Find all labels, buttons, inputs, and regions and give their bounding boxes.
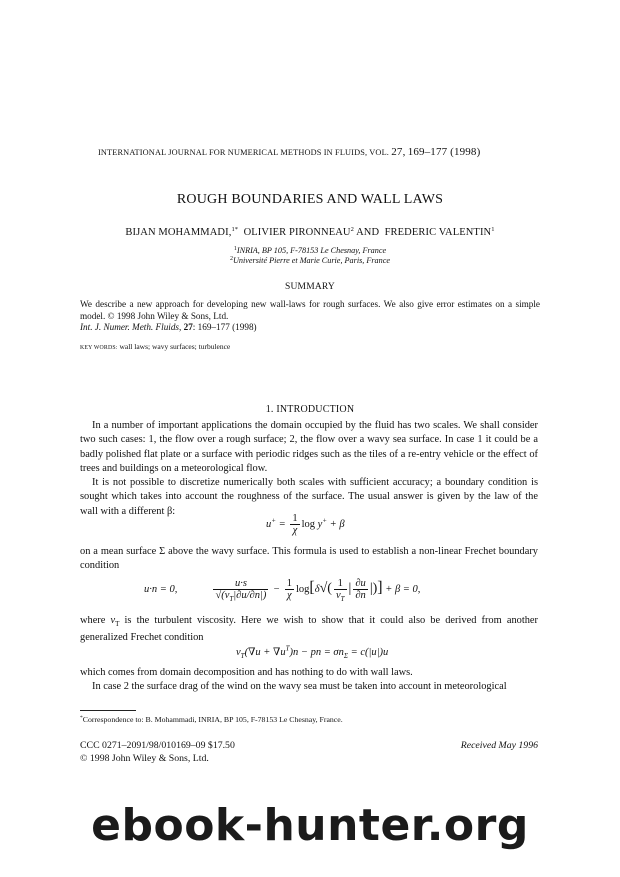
- footnote-mark: *: [80, 715, 83, 721]
- affiliation-text: Université Pierre et Marie Curie, Paris, France: [232, 256, 391, 265]
- paragraph: on a mean surface Σ above the wavy surface. This formula is used to establish a non-linear Frechet boundary condition: [80, 546, 538, 572]
- keywords: [80, 342, 230, 351]
- intro-paragraph-2: [80, 545, 538, 574]
- footnote: [80, 715, 343, 724]
- author-name: OLIVIER PIRONNEAU: [243, 227, 351, 238]
- author-separator: AND: [356, 227, 380, 238]
- intro-paragraph-1: [80, 419, 538, 519]
- equation-generalized-frechet: $\nu_T(\nabla u + \nabla u^T)n$ − pn = $\sigma n_\Sigma = c(|u|)u$: [236, 644, 389, 661]
- footnote-text: Correspondence to: B. Mohammadi, INRIA, BP 105, F-78153 Le Chesnay, France.: [82, 715, 343, 724]
- author-affiliation-mark: 1*: [231, 226, 239, 233]
- author-list: [0, 227, 620, 238]
- journal-pages-year: 169–177 (1998): [407, 146, 481, 158]
- paragraph: In case 2 the surface drag of the wind on the wavy sea must be taken into account in meteorological: [92, 681, 507, 693]
- footnote-rule: [80, 710, 136, 711]
- intro-paragraph-3: [80, 614, 538, 646]
- author-name: FREDERIC VALENTIN: [384, 227, 492, 238]
- paragraph: where $\nu_T$ is the turbulent viscosity. Here we wish to show that it could also be derived from another generalized Frechet condition: [80, 615, 538, 644]
- author-affiliation-mark: 2: [350, 226, 354, 233]
- affiliation-mark: 2: [229, 256, 233, 262]
- summary-heading: SUMMARY: [285, 282, 335, 292]
- citation-journal: Int. J. Numer. Meth. Fluids,: [80, 322, 182, 332]
- author-name: BIJAN MOHAMMADI,: [125, 227, 232, 238]
- journal-name: INTERNATIONAL JOURNAL FOR NUMERICAL METHODS IN FLUIDS, VOL.: [98, 148, 390, 157]
- intro-paragraph-4: [80, 666, 538, 695]
- watermark: ebook-hunter.org: [91, 800, 529, 851]
- affiliation-1: [0, 246, 620, 255]
- paragraph-start: where: [80, 615, 111, 626]
- summary-text: We describe a new approach for developing new wall-laws for rough surfaces. We also give error estimates on a simple model. © 1998 John Wiley & Sons, Ltd.: [80, 299, 540, 322]
- citation: [80, 322, 257, 332]
- paper-title: ROUGH BOUNDARIES AND WALL LAWS: [176, 192, 444, 207]
- journal-volume: 27,: [391, 146, 406, 158]
- ccc-code: CCC 0271–2091/98/010169–09 $17.50: [80, 740, 235, 751]
- keywords-label: KEY WORDS:: [80, 345, 118, 351]
- paragraph-rest: is the turbulent viscosity. Here we wish to show that it could also be derived from another generalized Frechet condition: [80, 615, 538, 644]
- affiliation-mark: 1: [233, 246, 237, 252]
- citation-volume: 27: [183, 322, 193, 332]
- keywords-text: wall laws; wavy surfaces; turbulence: [119, 342, 231, 351]
- affiliation-2: [0, 256, 620, 265]
- affiliation-text: INRIA, BP 105, F-78153 Le Chesnay, France: [236, 246, 387, 255]
- copyright: © 1998 John Wiley & Sons, Ltd.: [80, 752, 209, 764]
- paragraph: In a number of important applications the domain occupied by the fluid has two scales. We shall consider two such cases: 1, the flow over a rough surface; 2, the flow over a wavy sea surface. In case 1 it could be a badly polished flat plate or a surface with periodic ridges such as the tiles of a re-entry vehicle or the effect of trees and buildings on a meteorological flow.: [80, 420, 538, 474]
- citation-pages: : 169–177 (1998): [192, 322, 257, 332]
- equation-frechet-condition: u·n = 0, $\frac{u\cdot s}{√(\nu_T|\partial u/\partial n|)}$ − $\frac{1}{\chi}$ log[δ√( $\frac{1}{\nu_T}$ | $\frac{\partial u}{\partial n}$ |)] + β = 0,: [144, 578, 421, 604]
- paragraph: It is not possible to discretize numerically both scales with sufficient accuracy; a boundary condition is sought which takes into account the roughness of the surface. The usual answer is given by the law of the wall with a different β:: [80, 477, 538, 517]
- author-affiliation-mark: 1: [491, 226, 495, 233]
- ccc-block: [80, 740, 235, 765]
- paragraph: which comes from domain decomposition and has nothing to do with wall laws.: [80, 667, 413, 678]
- received-date: Received May 1996: [460, 740, 538, 751]
- equation-law-of-wall: u+ = $\frac{1}{\chi}$ log y+ + β: [266, 513, 345, 536]
- journal-header: [98, 146, 480, 158]
- section-heading: 1. INTRODUCTION: [265, 404, 355, 415]
